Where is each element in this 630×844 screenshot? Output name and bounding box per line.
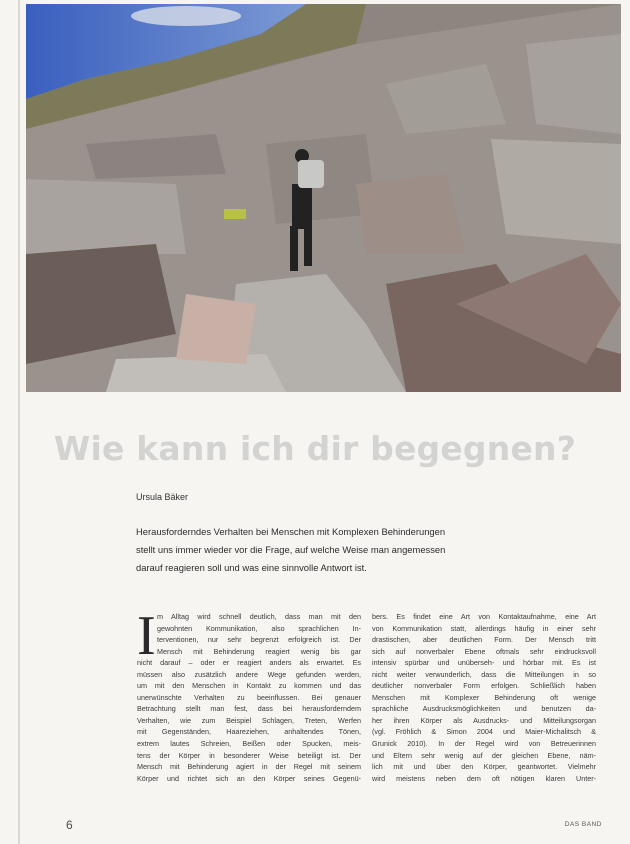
author-name: Ursula Bäker <box>136 492 189 502</box>
lead-line: darauf reagieren soll und was eine sinnvolle Antwort ist. <box>136 562 367 573</box>
body-line: mit Gegenständen, Haareziehen, anhaltendes Tönen, <box>137 727 361 737</box>
body-line: Menschen mit Komplexer Behinderung oft wenige <box>372 692 596 702</box>
lead-paragraph <box>136 523 476 577</box>
body-line: lich mit und über den Körper, geantwortet. Vielmehr <box>372 762 596 772</box>
body-line: m Alltag wird schnell deutlich, dass man mit den <box>157 612 361 621</box>
body-line: nicht weiter verwunderlich, dass die Mitteilungen in so <box>372 669 596 679</box>
body-line: müssen also zusätzlich andere Wege gefunden werden, <box>137 669 361 679</box>
article-title: Wie kann ich dir begegnen? <box>53 429 577 468</box>
body-line: extrem lautes Schreien, Beißen oder Spucken, meis- <box>137 739 361 749</box>
body-line: intensiv spürbar und unüberseh- und hörbar mit. Es ist <box>372 658 596 668</box>
body-line: Grunick 2010). In der Regel wird von Betreuerinnen <box>372 739 596 749</box>
lead-line: Herausforderndes Verhalten bei Menschen mit Komplexen Behinderungen <box>136 526 446 537</box>
body-line: (vgl. Fröhlich & Simon 2004 und Maier-Michalitsch & <box>372 727 596 737</box>
body-line: nicht darauf – oder er reagiert anders als erwartet. Es <box>137 658 361 668</box>
body-line: Betrachtung stellt man fest, dass bei herausforderndem <box>137 704 361 714</box>
body-column-right <box>372 611 596 784</box>
body-line: Körper und richtet sich an den Körper seines Gegenü- <box>137 773 361 783</box>
body-line: unerwünschte Verhalten zu beeinflussen. Bei genauer <box>137 692 361 702</box>
body-line: terventionen, nur sehr begrenzt erfolgreich ist. Der <box>157 635 361 645</box>
body-line: um mit den Menschen in Kontakt zu kommen und das <box>137 681 361 691</box>
body-line: drastischen, aber deutlichen Form. Der Mensch tritt <box>372 635 596 645</box>
drop-cap: I <box>137 605 156 667</box>
body-line: gewohnten Kommunikation, also sprachlichen In- <box>157 623 361 633</box>
body-line: tens der Körper in besonderer Weise beteiligt ist. Der <box>137 750 361 760</box>
body-line: und Eltern sehr wenig auf der gleichen Ebene, näm- <box>372 750 596 760</box>
body-line: deutlicher nonverbaler Form erfolgen. Schließlich haben <box>372 681 596 691</box>
body-line: wird meistens neben dem oft nötigen klaren Unter- <box>372 773 596 783</box>
page-number: 6 <box>66 818 73 832</box>
hero-photo <box>26 4 621 392</box>
body-column-left <box>137 605 361 784</box>
magazine-name: DAS BAND <box>564 821 602 828</box>
page-edge <box>18 0 20 844</box>
body-line: her ihren Körper als Ausdrucks- und Mitteilungsorgan <box>372 715 596 725</box>
body-line: Mensch mit Behinderung reagiert wenig bis gar <box>157 646 361 656</box>
body-line: bers. Es findet eine Art von Kontaktaufnahme, eine Art <box>372 612 596 621</box>
body-line: sich auf nonverbaler Ebene oftmals sehr eindrucksvoll <box>372 646 596 656</box>
body-line: von Kommunikation statt, allerdings häufig in einer sehr <box>372 623 596 633</box>
body-line: sprachliche Ausdrucksmöglichkeiten und benutzen da- <box>372 704 596 714</box>
body-line: Verhalten, wie zum Beispiel Schlagen, Treten, Werfen <box>137 715 361 725</box>
lead-line: stellt uns immer wieder vor die Frage, auf welche Weise man angemessen <box>136 544 446 555</box>
body-line: Mensch mit Behinderung agiert in der Regel mit seinem <box>137 762 361 772</box>
